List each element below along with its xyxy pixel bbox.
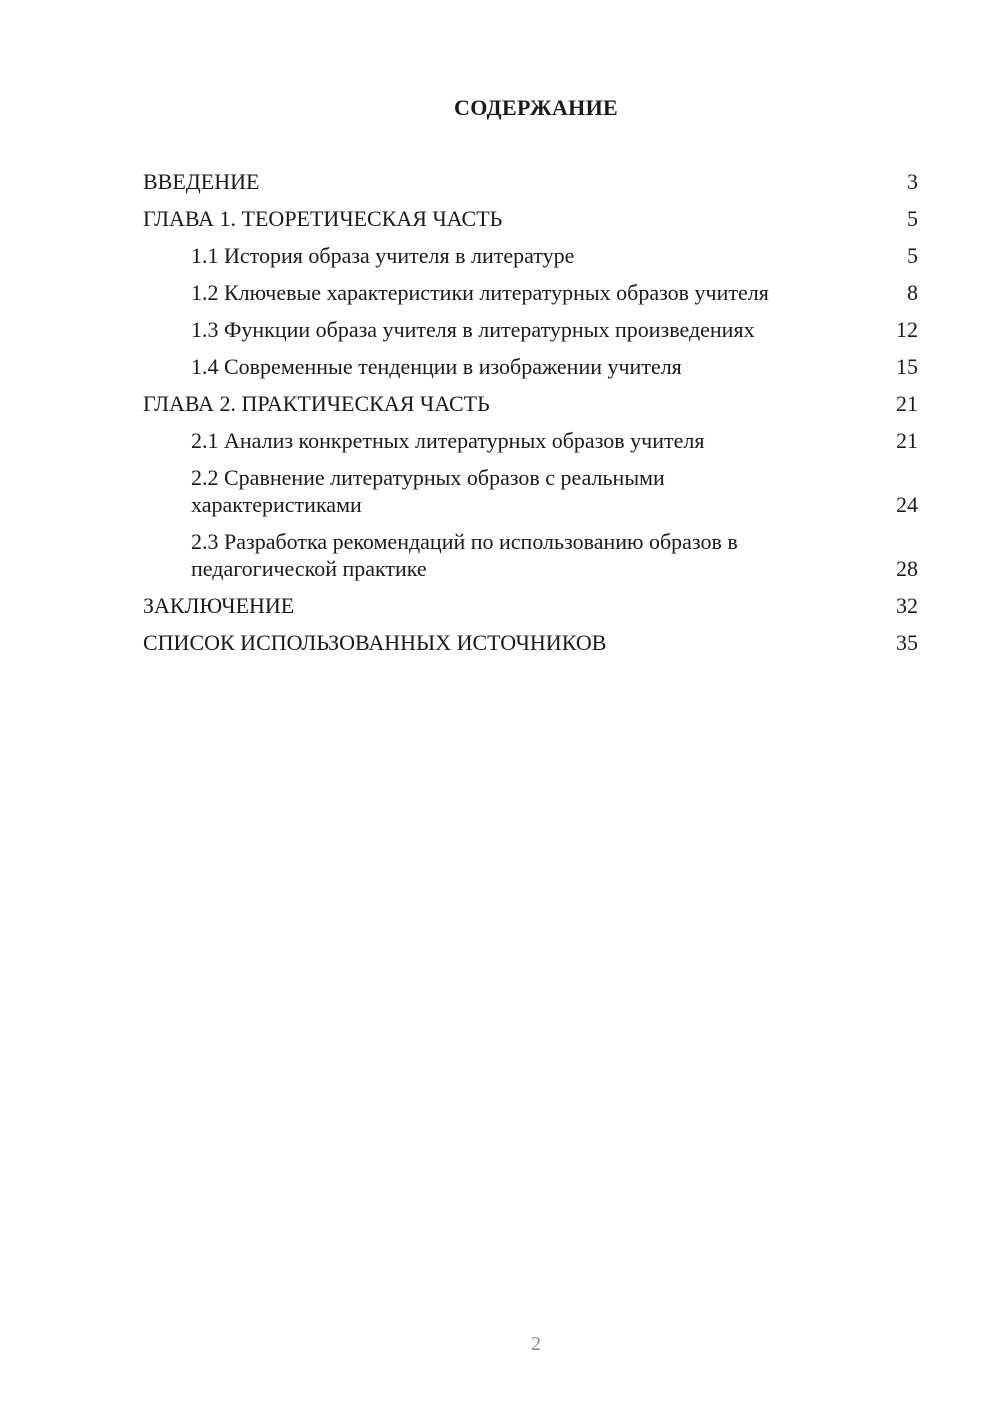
toc-entry: [143, 464, 918, 518]
page-title: СОДЕРЖАНИЕ: [454, 95, 618, 120]
toc-entry-page: 12: [896, 317, 918, 342]
toc-entry-title: ГЛАВА 2. ПРАКТИЧЕСКАЯ ЧАСТЬ: [143, 391, 490, 416]
toc-entry-page: 15: [896, 354, 918, 379]
toc-entry-title: ЗАКЛЮЧЕНИЕ: [143, 593, 295, 618]
toc-entry-title: 1.1 История образа учителя в литературе: [191, 243, 575, 268]
toc-entry-page: 28: [896, 556, 918, 581]
toc-entry-page: 21: [896, 391, 918, 416]
toc-entry-title: ГЛАВА 1. ТЕОРЕТИЧЕСКАЯ ЧАСТЬ: [143, 206, 503, 231]
page-number: 2: [531, 1333, 541, 1355]
toc-entry: [143, 592, 918, 619]
toc-entry-title: 1.4 Современные тенденции в изображении учителя: [191, 354, 682, 379]
toc-entry-page: 21: [896, 428, 918, 453]
toc-entry: [143, 528, 918, 582]
toc-entry-title: ВВЕДЕНИЕ: [143, 169, 260, 194]
toc-entry-page: 5: [907, 243, 918, 268]
toc-entry-page: 32: [896, 593, 918, 618]
toc-entry: [143, 242, 918, 269]
toc-entry-page: 3: [907, 169, 918, 194]
toc-entry-page: 24: [896, 492, 918, 517]
toc-entry: [143, 629, 918, 656]
toc-entry: [143, 427, 918, 454]
toc-entry: [143, 168, 918, 195]
toc-entry: [143, 390, 918, 417]
toc-entry-title: 1.2 Ключевые характеристики литературных образов учителя: [191, 280, 769, 305]
toc-entry-title: СПИСОК ИСПОЛЬЗОВАННЫХ ИСТОЧНИКОВ: [143, 630, 607, 655]
toc-entry-page: 8: [907, 280, 918, 305]
toc-entry-page: 35: [896, 630, 918, 655]
toc-entry: [143, 353, 918, 380]
toc-entry-title: 2.1 Анализ конкретных литературных образов учителя: [191, 428, 705, 453]
toc-entry: [143, 316, 918, 343]
toc-entry-page: 5: [907, 206, 918, 231]
toc-entry-title: 1.3 Функции образа учителя в литературных произведениях: [191, 317, 755, 342]
toc-entry: [143, 205, 918, 232]
toc-entry-title: 2.3 Разработка рекомендаций по использованию образов в педагогической практике: [191, 529, 738, 581]
table-of-contents: [143, 168, 918, 666]
toc-entry: [143, 279, 918, 306]
toc-entry-title: 2.2 Сравнение литературных образов с реальными характеристиками: [191, 465, 665, 517]
